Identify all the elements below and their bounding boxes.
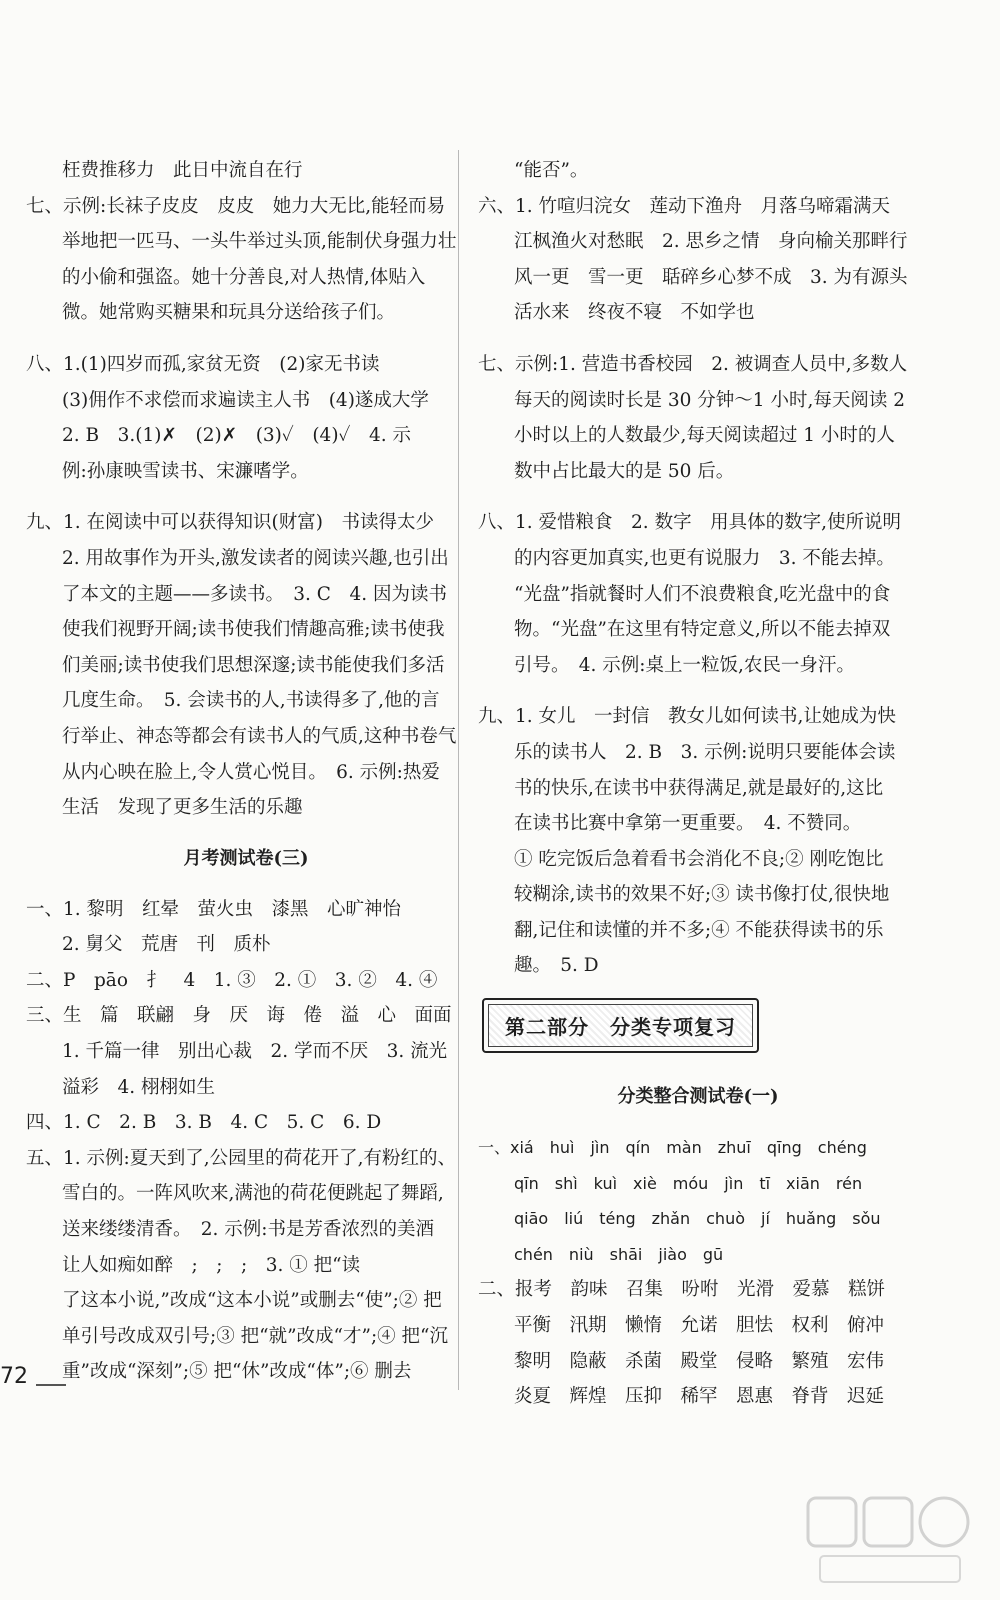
- section-banner-title: 第二部分 分类专项复习: [488, 1004, 753, 1047]
- text-line: 平衡 汛期 懒惰 允诺 胆怯 权利 俯冲: [514, 1315, 885, 1337]
- text-line: 几度生命。 5. 会读书的人,书读得多了,他的言: [62, 690, 440, 712]
- text-line: 雪白的。一阵风吹来,满池的荷花便跳起了舞蹈,: [62, 1183, 444, 1205]
- spacer: [26, 489, 466, 505]
- text-line: 使我们视野开阔;读书使我们情趣高雅;读书使我: [62, 619, 445, 641]
- text-line: 一、xiá huì jìn qín màn zhuī qīng chéng: [478, 1138, 867, 1158]
- text-line: 每天的阅读时长是 30 分钟～1 小时,每天阅读 2: [514, 389, 905, 411]
- section-banner: [478, 998, 918, 1058]
- text-line: “光盘”指就餐时人们不浪费粮食,吃光盘中的食: [514, 583, 891, 605]
- text-line: 九、1. 在阅读中可以获得知识(财富) 书读得太少: [26, 512, 434, 534]
- text-line: 九、1. 女儿 一封信 教女儿如何读书,让她成为快: [478, 706, 896, 728]
- text-line: 翻,记住和读懂的并不多;④ 不能获得读书的乐: [514, 919, 884, 941]
- text-line: 三、生 篇 联翩 身 厌 诲 倦 溢 心 面面: [26, 1005, 452, 1027]
- text-line: 七、示例:长袜子皮皮 皮皮 她力大无比,能轻而易: [26, 195, 446, 217]
- right-column-answers: [478, 153, 918, 984]
- text-line: 活水来 终夜不寝 不如学也: [514, 302, 755, 324]
- text-line: 送来缕缕清香。 2. 示例:书是芳香浓烈的美酒: [62, 1219, 435, 1241]
- text-line: 在读书比赛中拿第一更重要。 4. 不赞同。: [514, 813, 862, 835]
- text-line: 从内心映在脸上,令人赏心悦目。 6. 示例:热爱: [62, 761, 440, 783]
- text-line: 2. 用故事作为开头,激发读者的阅读兴趣,也引出: [62, 547, 449, 569]
- text-line: 七、示例:1. 营造书香校园 2. 被调查人员中,多数人: [478, 353, 908, 375]
- text-line: chén niù shāi jiào gū: [514, 1244, 724, 1264]
- text-line: 2. B 3.(1)✗ (2)✗ (3)✓ (4)✓ 4. 示: [62, 425, 411, 447]
- right-column: [478, 153, 918, 1415]
- left-column: [26, 153, 466, 1390]
- text-line: 乐的读书人 2. B 3. 示例:说明只要能体会读: [514, 741, 896, 763]
- text-line: 举地把一匹马、一头牛举过头顶,能制伏身强力壮: [62, 231, 457, 253]
- text-line: 的内容更加真实,也更有说服力 3. 不能去掉。: [514, 547, 895, 569]
- text-line: 数中占比最大的是 50 后。: [514, 460, 735, 482]
- text-line: qīn shì kuì xiè móu jìn tī xiān rén: [514, 1173, 863, 1193]
- spacer: [478, 683, 918, 699]
- text-line: 溢彩 4. 栩栩如生: [62, 1076, 216, 1098]
- page-number: 72: [0, 1364, 28, 1389]
- right-column-review: [478, 1076, 918, 1415]
- text-line: 让人如痴如醉 ; ; ; 3. ① 把“读: [62, 1254, 361, 1276]
- text-line: 一、1. 黎明 红晕 萤火虫 漆黑 心旷神怡: [26, 898, 402, 920]
- text-line: 江枫渔火对愁眠 2. 思乡之情 身向榆关那畔行: [514, 231, 908, 253]
- text-line: 黎明 隐蔽 杀菌 殿堂 侵略 繁殖 宏伟: [514, 1350, 885, 1372]
- text-line: 生活 发现了更多生活的乐趣: [62, 797, 303, 819]
- text-line: 了本文的主题——多读书。 3. C 4. 因为读书: [62, 583, 447, 605]
- text-line: 了这本小说,”改成“这本小说”或删去“使”;② 把: [62, 1290, 442, 1312]
- spacer: [478, 331, 918, 347]
- text-line: 较糊涂,读书的效果不好;③ 读书像打仗,很快地: [514, 884, 890, 906]
- section-title: 月考测试卷(三): [183, 847, 309, 869]
- text-line: 2. 舅父 荒唐 刊 质朴: [62, 934, 271, 956]
- section-title: 分类整合测试卷(一): [617, 1086, 779, 1108]
- spacer: [26, 331, 466, 347]
- text-line: 行举止、神态等都会有读书人的气质,这种书卷气: [62, 725, 457, 747]
- text-line: 八、1.(1)四岁而孤,家贫无资 (2)家无书读: [26, 353, 380, 375]
- text-line: (3)佣作不求偿而求遍读主人书 (4)遂成大学: [62, 389, 429, 411]
- text-line: 1. 千篇一律 别出心裁 2. 学而不厌 3. 流光: [62, 1041, 448, 1063]
- text-line: 枉费推移力 此日中流自在行: [62, 160, 303, 181]
- text-line: 的小偷和强盗。她十分善良,对人热情,体贴入: [62, 266, 426, 288]
- text-line: 六、1. 竹喧归浣女 莲动下渔舟 月落乌啼霜满天: [478, 195, 891, 217]
- text-line: 八、1. 爱惜粮食 2. 数字 用具体的数字,使所说明: [478, 512, 901, 534]
- text-line: 四、1. C 2. B 3. B 4. C 5. C 6. D: [26, 1112, 382, 1134]
- text-line: 二、P pāo 扌 4 1. ③ 2. ① 3. ② 4. ④: [26, 969, 438, 991]
- text-line: 重”改成“深刻”;⑤ 把“休”改成“体”;⑥ 删去: [62, 1361, 412, 1383]
- text-line: 物。“光盘”在这里有特定意义,所以不能去掉双: [514, 619, 891, 641]
- text-line: 二、报考 韵味 召集 吩咐 光滑 爱慕 糕饼: [478, 1279, 886, 1301]
- watermark-logo: [800, 1490, 980, 1590]
- text-line: qiāo liú téng zhǎn chuò jí huǎng sǒu: [514, 1209, 881, 1229]
- text-line: 微。她常购买糖果和玩具分送给孩子们。: [62, 302, 396, 324]
- text-line: 炎夏 辉煌 压抑 稀罕 恩惠 脊背 迟延: [514, 1386, 885, 1408]
- page-number-rule: [36, 1384, 66, 1386]
- text-line: “能否”。: [514, 160, 589, 181]
- text-line: 趣。 5. D: [514, 955, 599, 977]
- text-line: 例:孙康映雪读书、宋濂嗜学。: [62, 460, 309, 482]
- spacer: [478, 489, 918, 505]
- text-line: 五、1. 示例:夏天到了,公园里的荷花开了,有粉红的、: [26, 1147, 457, 1169]
- text-line: 风一更 雪一更 聒碎乡心梦不成 3. 为有源头: [514, 266, 908, 288]
- text-line: 们美丽;读书使我们思想深邃;读书能使我们多活: [62, 654, 445, 676]
- text-line: ① 吃完饭后急着看书会消化不良;② 刚吃饱比: [514, 848, 884, 870]
- text-line: 书的快乐,在读书中获得满足,就是最好的,这比: [514, 777, 884, 799]
- text-line: 小时以上的人数最少,每天阅读超过 1 小时的人: [514, 425, 895, 447]
- text-line: 单引号改成双引号;③ 把“就”改成“才”;④ 把“沉: [62, 1325, 449, 1347]
- text-line: 引号。 4. 示例:桌上一粒饭,农民一身汗。: [514, 654, 855, 676]
